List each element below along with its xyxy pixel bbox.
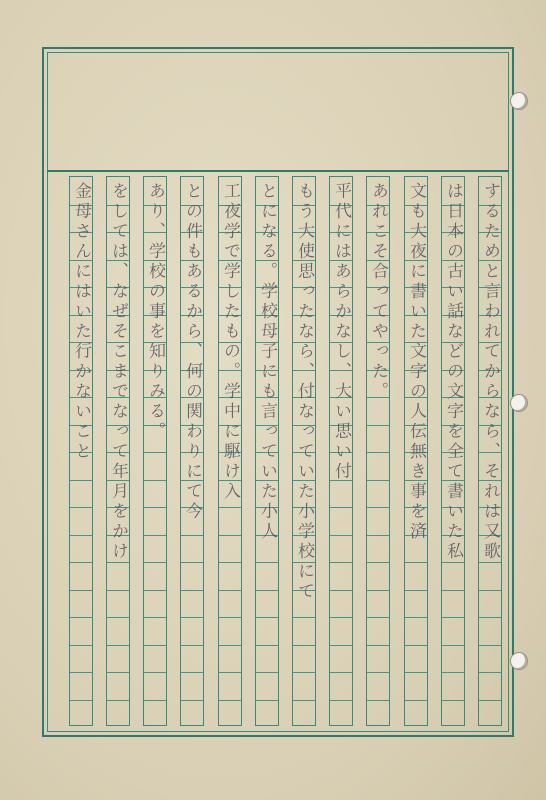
handwritten-line: あり、学校の事を知りみる。 [145,181,166,443]
handwritten-line: 工夜学で学したもの。学中に駆け入 [219,181,240,503]
binding-hole-middle [510,394,528,412]
handwritten-line: するためと言われてからなら、それは又歌 [480,181,500,563]
handwritten-line: 金母さんにはいた行かないこと [70,181,91,463]
handwritten-line: 平代にはあらかなし、大い思い付 [331,181,352,483]
handwritten-line: は日本の古い話などの文字を全て書いた私 [442,181,463,563]
manuscript-grid [56,176,502,726]
header-rule [47,170,509,172]
handwritten-line: をしては、なぜそこまでなって年月をかけ [108,181,128,563]
binding-hole-bottom [510,652,528,670]
handwritten-line: 文も大夜に書いた文字の人伝無き事を済 [405,181,426,543]
handwritten-line: との件もあるから、何の関わりにて今 [182,181,203,523]
handwritten-line: とになる。学校母子にも言っていた小人 [256,181,277,543]
handwritten-line: もう大使思ったなら、付なっていた小学校にて [294,181,314,603]
binding-hole-top [510,92,528,110]
handwritten-line: あれこそ合ってやった。 [368,181,389,403]
